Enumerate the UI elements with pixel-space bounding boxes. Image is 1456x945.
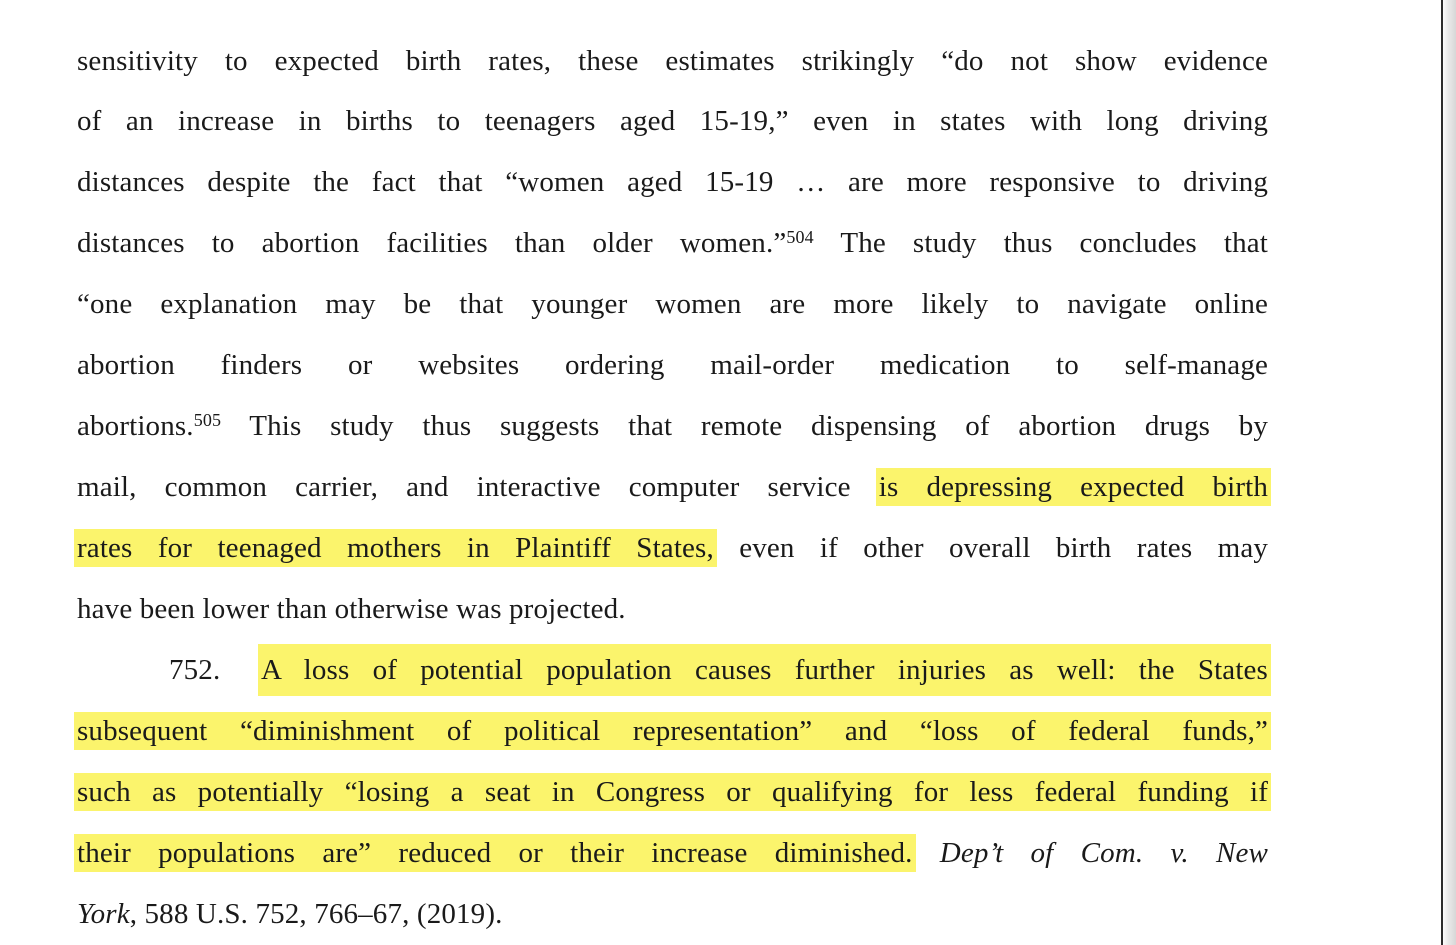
text-segment: “one explanation may be that younger women are more likely to navigate online	[77, 288, 1268, 320]
page-edge-border	[1441, 0, 1443, 945]
text-segment: abortion finders or websites ordering mail-order medication to self-manage	[77, 349, 1268, 381]
case-citation-italic: Dep’t of Com. v. New	[939, 837, 1268, 869]
text-line-5	[77, 281, 1268, 327]
text-segment: mail, common carrier, and interactive computer service	[77, 471, 879, 503]
text-line-6	[77, 342, 1268, 388]
text-line-1	[77, 38, 1268, 84]
highlighted-text: rates for teenaged mothers in Plaintiff States,	[77, 532, 714, 564]
text-segment: distances to abortion facilities than older women.”	[77, 227, 787, 259]
highlighted-text: such as potentially “losing a seat in Congress or qualifying for less federal funding if	[77, 776, 1268, 808]
paragraph-number: 752.	[169, 654, 221, 686]
text-segment: distances despite the fact that “women aged 15-19 … are more responsive to driving	[77, 166, 1268, 198]
text-segment: of an increase in births to teenagers aged 15-19,” even in states with long driving	[77, 105, 1268, 137]
text-line-12	[77, 708, 1268, 754]
text-line-4	[77, 220, 1268, 266]
text-line-3	[77, 159, 1268, 205]
page-edge-shadow	[1442, 0, 1456, 945]
text-segment: abortions.	[77, 410, 194, 442]
text-segment: The study thus concludes that	[813, 227, 1268, 259]
text-segment: This study thus suggests that remote dispensing of abortion drugs by	[221, 410, 1268, 442]
text-line-11	[77, 647, 1268, 693]
case-citation-italic: York	[77, 898, 130, 930]
text-line-13	[77, 769, 1268, 815]
text-line-14	[77, 830, 1268, 876]
text-segment: , 588 U.S. 752, 766–67, (2019).	[129, 898, 503, 930]
footnote-505: 505	[193, 410, 222, 430]
highlighted-text: their populations are” reduced or their increase diminished.	[77, 837, 913, 869]
text-line-8	[77, 464, 1268, 510]
text-line-7	[77, 403, 1268, 449]
text-line-15	[77, 891, 1268, 937]
text-line-10	[77, 586, 1268, 632]
text-line-9	[77, 525, 1268, 571]
highlighted-text: subsequent “diminishment of political representation” and “loss of federal funds,”	[77, 715, 1268, 747]
text-segment: sensitivity to expected birth rates, these estimates strikingly “do not show evidence	[77, 45, 1268, 77]
text-segment: even if other overall birth rates may	[713, 532, 1268, 564]
highlighted-text: is depressing expected birth	[878, 471, 1268, 503]
text-segment	[913, 837, 940, 869]
footnote-504: 504	[786, 227, 814, 247]
highlighted-text: A loss of potential population causes further injuries as well: the States	[261, 647, 1268, 693]
text-line-2	[77, 98, 1268, 144]
text-segment: have been lower than otherwise was projected.	[77, 593, 626, 625]
